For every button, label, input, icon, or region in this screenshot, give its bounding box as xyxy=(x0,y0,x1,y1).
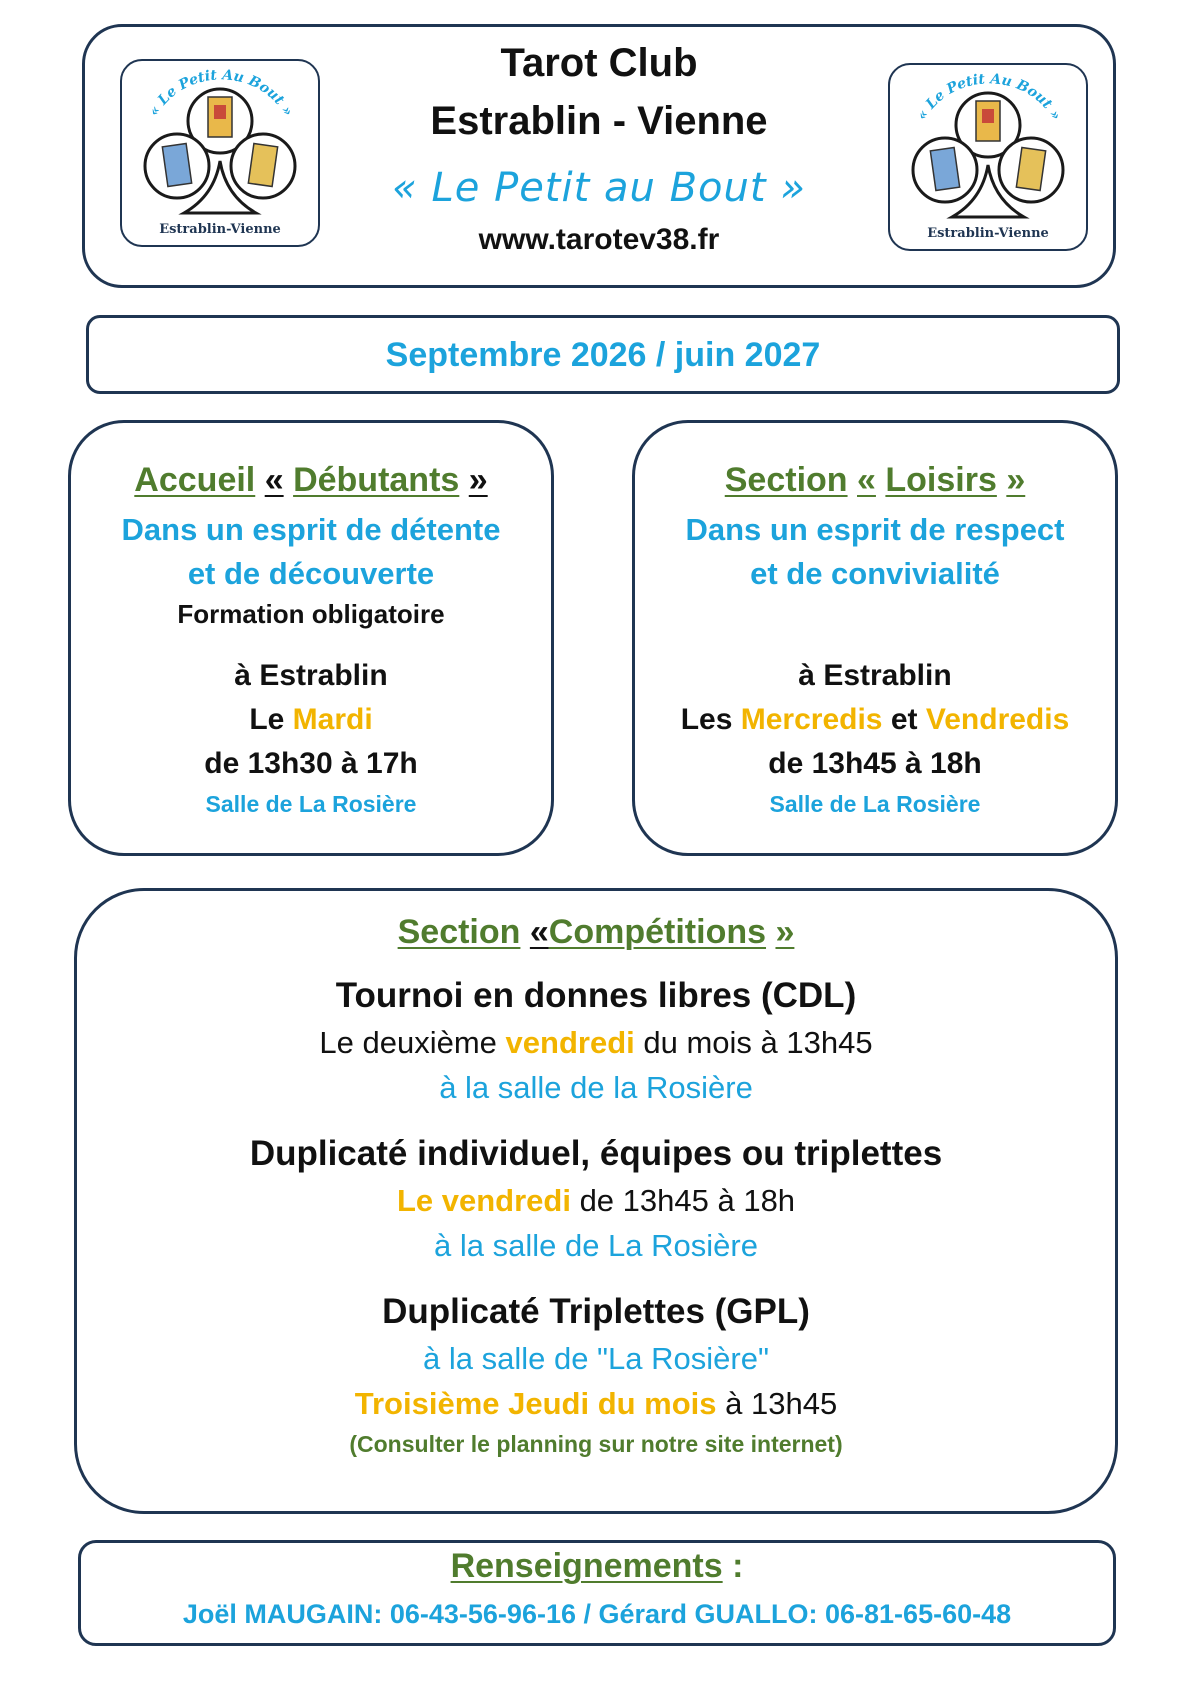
loisirs-tagline-1: Dans un esprit de respect xyxy=(685,512,1065,547)
svg-text:Estrablin-Vienne: Estrablin-Vienne xyxy=(927,226,1049,241)
debutants-tagline-1: Dans un esprit de détente xyxy=(121,512,501,547)
loisirs-hours: de 13h45 à 18h xyxy=(768,747,982,780)
svg-text:Estrablin-Vienne: Estrablin-Vienne xyxy=(159,222,281,237)
loisirs-tagline-2: et de convivialité xyxy=(750,556,1000,591)
club-card-logo-icon xyxy=(890,65,1086,249)
season-box xyxy=(86,315,1120,394)
planning-note: (Consulter le planning sur notre site internet) xyxy=(349,1431,843,1457)
gpl-venue: à la salle de "La Rosière" xyxy=(423,1341,769,1376)
debutants-day: Le Mardi xyxy=(249,703,373,736)
contact-box xyxy=(78,1540,1116,1646)
club-website-link[interactable]: www.tarotev38.fr xyxy=(478,223,720,256)
contact-phones: Joël MAUGAIN: 06-43-56-96-16 / Gérard GUALLO: 06-81-65-60-48 xyxy=(182,1599,1012,1629)
debutants-section xyxy=(68,420,554,856)
club-card-logo-icon xyxy=(122,61,318,245)
season-dates: Septembre 2026 / juin 2027 xyxy=(385,336,821,374)
header-box xyxy=(82,24,1116,288)
debutants-place: à Estrablin xyxy=(234,659,388,692)
loisirs-title: Section « Loisirs » xyxy=(724,461,1026,499)
loisirs-days: Les Mercredis et Vendredis xyxy=(680,703,1070,736)
competitions-title: Section «Compétitions » xyxy=(397,913,795,951)
club-logo-right xyxy=(888,63,1088,251)
gpl-heading: Duplicaté Triplettes (GPL) xyxy=(382,1292,810,1331)
debutants-venue: Salle de La Rosière xyxy=(205,791,417,817)
cdl-heading: Tournoi en donnes libres (CDL) xyxy=(335,976,857,1015)
loisirs-section xyxy=(632,420,1118,856)
debutants-title: Accueil « Débutants » xyxy=(134,461,488,499)
duplicate-venue: à la salle de La Rosière xyxy=(434,1228,758,1263)
debutants-hours: de 13h30 à 17h xyxy=(204,747,418,780)
club-title: Tarot Club xyxy=(500,41,698,85)
loisirs-place: à Estrablin xyxy=(798,659,952,692)
cdl-schedule: Le deuxième vendredi du mois à 13h45 xyxy=(319,1025,873,1060)
contact-title: Renseignements : xyxy=(450,1547,744,1585)
club-logo-left xyxy=(120,59,320,247)
debutants-requirement: Formation obligatoire xyxy=(177,599,445,629)
club-location: Estrablin - Vienne xyxy=(430,99,768,143)
svg-text:« Le Petit Au Bout »: « Le Petit Au Bout » xyxy=(146,67,296,120)
duplicate-heading: Duplicaté individuel, équipes ou triplettes xyxy=(249,1134,943,1173)
duplicate-schedule: Le vendredi de 13h45 à 18h xyxy=(396,1183,796,1218)
debutants-tagline-2: et de découverte xyxy=(187,556,435,591)
club-nickname: « Le Petit au Bout » xyxy=(392,165,806,211)
competitions-section xyxy=(74,888,1118,1514)
cdl-venue: à la salle de la Rosière xyxy=(439,1070,753,1105)
svg-text:« Le Petit Au Bout »: « Le Petit Au Bout » xyxy=(914,71,1064,124)
gpl-schedule: Troisième Jeudi du mois à 13h45 xyxy=(354,1386,838,1421)
loisirs-venue: Salle de La Rosière xyxy=(769,791,981,817)
